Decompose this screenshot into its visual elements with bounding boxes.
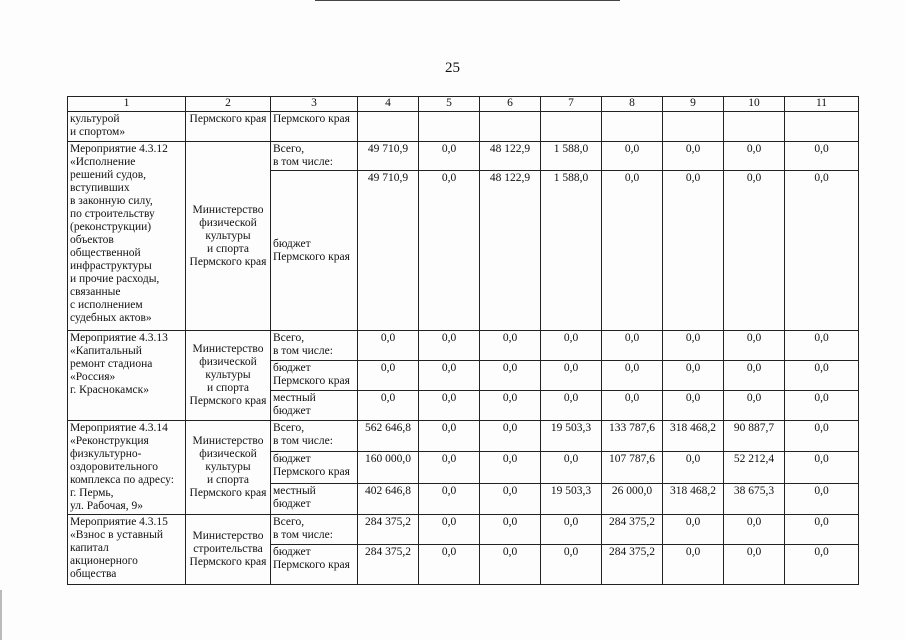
amount-cell: 0,0 bbox=[480, 545, 541, 585]
amount-cell bbox=[541, 112, 602, 142]
amount-cell bbox=[663, 112, 724, 142]
amount-cell: 0,0 bbox=[602, 331, 663, 361]
amount-cell: 0,0 bbox=[785, 331, 859, 361]
amount-cell bbox=[602, 112, 663, 142]
budget-table bbox=[67, 96, 859, 585]
amount-cell: 0,0 bbox=[419, 142, 480, 171]
funding-source: Всего, в том числе: bbox=[271, 331, 358, 361]
amount-cell: 0,0 bbox=[480, 421, 541, 452]
column-number-3: 3 bbox=[271, 97, 358, 112]
event-title: Мероприятие 4.3.14 «Реконструкция физкультурно- оздоровительного комплекса по адресу: г. Пермь, ул. Рабочая, 9» bbox=[68, 421, 186, 515]
amount-cell: 1 588,0 bbox=[541, 142, 602, 171]
amount-cell: 0,0 bbox=[419, 483, 480, 514]
funding-source: местный бюджет bbox=[271, 391, 358, 421]
event-12-row bbox=[68, 142, 859, 171]
amount-cell: 1 588,0 bbox=[541, 171, 602, 331]
amount-cell: 0,0 bbox=[602, 171, 663, 331]
executor: Министерство физической культуры и спорта Пермского края bbox=[186, 331, 271, 421]
column-number-10: 10 bbox=[724, 97, 785, 112]
amount-cell bbox=[358, 112, 419, 142]
scan-margin-mark bbox=[0, 590, 2, 640]
amount-cell: 0,0 bbox=[663, 142, 724, 171]
amount-cell: 0,0 bbox=[480, 515, 541, 545]
amount-cell: 0,0 bbox=[419, 391, 480, 421]
executor: Министерство физической культуры и спорта Пермского края bbox=[186, 142, 271, 331]
amount-cell: 52 212,4 bbox=[724, 452, 785, 483]
amount-cell: 0,0 bbox=[419, 515, 480, 545]
amount-cell: 284 375,2 bbox=[358, 515, 419, 545]
amount-cell: 0,0 bbox=[541, 515, 602, 545]
amount-cell: 38 675,3 bbox=[724, 483, 785, 514]
amount-cell: 49 710,9 bbox=[358, 142, 419, 171]
amount-cell: 0,0 bbox=[480, 483, 541, 514]
amount-cell: 284 375,2 bbox=[602, 545, 663, 585]
amount-cell: 0,0 bbox=[785, 421, 859, 452]
amount-cell: 0,0 bbox=[419, 361, 480, 391]
amount-cell: 0,0 bbox=[419, 421, 480, 452]
amount-cell: 0,0 bbox=[724, 142, 785, 171]
funding-source: бюджет Пермского края bbox=[271, 452, 358, 483]
amount-cell: 0,0 bbox=[480, 331, 541, 361]
amount-cell: 0,0 bbox=[541, 361, 602, 391]
amount-cell: 0,0 bbox=[724, 361, 785, 391]
amount-cell: 0,0 bbox=[541, 391, 602, 421]
funding-source: бюджет Пермского края bbox=[271, 545, 358, 585]
amount-cell bbox=[785, 112, 859, 142]
amount-cell: 0,0 bbox=[724, 515, 785, 545]
amount-cell bbox=[480, 112, 541, 142]
amount-cell: 48 122,9 bbox=[480, 171, 541, 331]
amount-cell: 0,0 bbox=[419, 452, 480, 483]
amount-cell: 0,0 bbox=[785, 515, 859, 545]
carry-over-row bbox=[68, 112, 859, 142]
amount-cell: 0,0 bbox=[663, 331, 724, 361]
column-number-4: 4 bbox=[358, 97, 419, 112]
executor: Министерство строительства Пермского края bbox=[186, 515, 271, 585]
amount-cell: 160 000,0 bbox=[358, 452, 419, 483]
event-title: Мероприятие 4.3.12 «Исполнение решений судов, вступивших в законную силу, по строительству (реконструкции) объектов общественной инфраструктуры и прочие расходы, связанные с исполнением судебных актов» bbox=[68, 142, 186, 331]
amount-cell: 0,0 bbox=[480, 361, 541, 391]
amount-cell: 133 787,6 bbox=[602, 421, 663, 452]
event-title: Мероприятие 4.3.13 «Капитальный ремонт стадиона «Россия» г. Краснокамск» bbox=[68, 331, 186, 421]
amount-cell: 0,0 bbox=[785, 452, 859, 483]
amount-cell: 0,0 bbox=[541, 331, 602, 361]
column-number-6: 6 bbox=[480, 97, 541, 112]
amount-cell: 318 468,2 bbox=[663, 483, 724, 514]
column-number-1: 1 bbox=[68, 97, 186, 112]
event-title: культурой и спортом» bbox=[68, 112, 186, 142]
amount-cell: 0,0 bbox=[541, 545, 602, 585]
column-number-9: 9 bbox=[663, 97, 724, 112]
amount-cell: 0,0 bbox=[785, 483, 859, 514]
amount-cell: 19 503,3 bbox=[541, 483, 602, 514]
amount-cell: 0,0 bbox=[724, 545, 785, 585]
amount-cell: 562 646,8 bbox=[358, 421, 419, 452]
funding-source: Всего, в том числе: bbox=[271, 421, 358, 452]
amount-cell: 0,0 bbox=[785, 171, 859, 331]
amount-cell bbox=[419, 112, 480, 142]
page-number: 25 bbox=[445, 60, 460, 76]
event-13-row bbox=[68, 331, 859, 361]
column-number-5: 5 bbox=[419, 97, 480, 112]
amount-cell: 90 887,7 bbox=[724, 421, 785, 452]
amount-cell: 0,0 bbox=[785, 391, 859, 421]
table-body bbox=[68, 97, 859, 585]
amount-cell: 107 787,6 bbox=[602, 452, 663, 483]
amount-cell: 0,0 bbox=[358, 331, 419, 361]
amount-cell: 0,0 bbox=[724, 171, 785, 331]
funding-source: Всего, в том числе: bbox=[271, 142, 358, 171]
event-14-row bbox=[68, 421, 859, 452]
column-number-8: 8 bbox=[602, 97, 663, 112]
amount-cell: 26 000,0 bbox=[602, 483, 663, 514]
amount-cell: 0,0 bbox=[419, 331, 480, 361]
scan-edge-line bbox=[315, 0, 620, 1]
column-number-row bbox=[68, 97, 859, 112]
amount-cell: 0,0 bbox=[663, 545, 724, 585]
amount-cell bbox=[724, 112, 785, 142]
amount-cell: 0,0 bbox=[602, 361, 663, 391]
amount-cell: 0,0 bbox=[663, 171, 724, 331]
event-title: Мероприятие 4.3.15 «Взнос в уставный капитал акционерного общества bbox=[68, 515, 186, 585]
column-number-7: 7 bbox=[541, 97, 602, 112]
executor: Министерство физической культуры и спорта Пермского края bbox=[186, 421, 271, 515]
funding-source: Всего, в том числе: bbox=[271, 515, 358, 545]
executor: Пермского края bbox=[186, 112, 271, 142]
funding-source: бюджет Пермского края bbox=[271, 361, 358, 391]
amount-cell: 0,0 bbox=[419, 171, 480, 331]
funding-source: Пермского края bbox=[271, 112, 358, 142]
funding-source: местный бюджет bbox=[271, 483, 358, 514]
event-15-row bbox=[68, 515, 859, 545]
amount-cell: 0,0 bbox=[602, 142, 663, 171]
amount-cell: 284 375,2 bbox=[602, 515, 663, 545]
amount-cell: 0,0 bbox=[480, 391, 541, 421]
amount-cell: 0,0 bbox=[663, 452, 724, 483]
amount-cell: 318 468,2 bbox=[663, 421, 724, 452]
amount-cell: 0,0 bbox=[663, 391, 724, 421]
funding-source: бюджет Пермского края bbox=[271, 171, 358, 331]
column-number-2: 2 bbox=[186, 97, 271, 112]
amount-cell: 0,0 bbox=[785, 545, 859, 585]
amount-cell: 0,0 bbox=[724, 331, 785, 361]
amount-cell: 0,0 bbox=[358, 391, 419, 421]
amount-cell: 0,0 bbox=[480, 452, 541, 483]
amount-cell: 0,0 bbox=[663, 361, 724, 391]
amount-cell: 49 710,9 bbox=[358, 171, 419, 331]
amount-cell: 0,0 bbox=[358, 361, 419, 391]
amount-cell: 0,0 bbox=[724, 391, 785, 421]
amount-cell: 0,0 bbox=[419, 545, 480, 585]
amount-cell: 284 375,2 bbox=[358, 545, 419, 585]
amount-cell: 0,0 bbox=[541, 452, 602, 483]
column-number-11: 11 bbox=[785, 97, 859, 112]
amount-cell: 48 122,9 bbox=[480, 142, 541, 171]
amount-cell: 0,0 bbox=[602, 391, 663, 421]
amount-cell: 402 646,8 bbox=[358, 483, 419, 514]
amount-cell: 0,0 bbox=[663, 515, 724, 545]
amount-cell: 0,0 bbox=[785, 361, 859, 391]
amount-cell: 0,0 bbox=[785, 142, 859, 171]
amount-cell: 19 503,3 bbox=[541, 421, 602, 452]
